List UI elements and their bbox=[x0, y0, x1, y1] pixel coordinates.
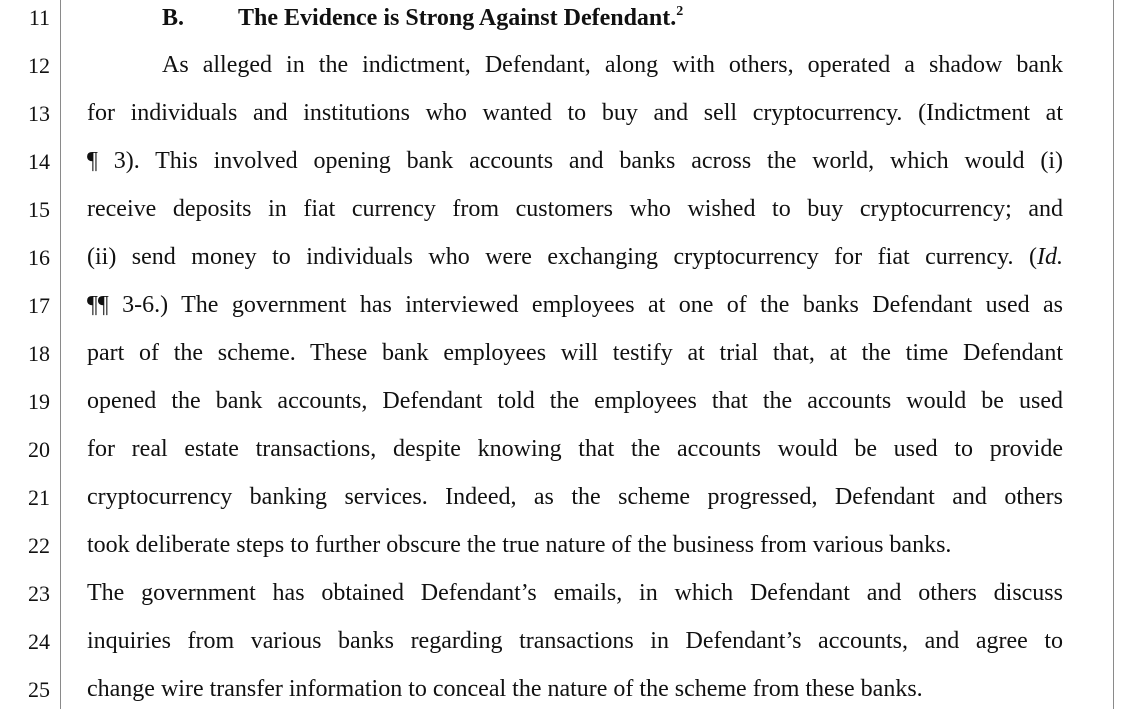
line-number: 11 bbox=[28, 5, 50, 30]
left-margin-rule bbox=[60, 0, 61, 709]
footnote-marker: 2 bbox=[676, 4, 684, 19]
body-text-line: for individuals and institutions who wanted to buy and sell cryptocurrency. (Indictment at bbox=[87, 100, 1063, 126]
body-text-line: ¶ 3). This involved opening bank accounts and banks across the world, which would (i) bbox=[87, 148, 1063, 174]
body-text-line: (ii) send money to individuals who were exchanging cryptocurrency for fiat currency. (Id. bbox=[87, 244, 1063, 270]
body-text-line: for real estate transactions, despite knowing that the accounts would be used to provide bbox=[87, 436, 1063, 462]
body-text-line: change wire transfer information to conceal the nature of the scheme from these banks. bbox=[87, 676, 923, 702]
line-number: 14 bbox=[28, 149, 50, 174]
body-text-line: As alleged in the indictment, Defendant, along with others, operated a shadow bank bbox=[162, 52, 1063, 78]
line-number: 17 bbox=[28, 293, 50, 318]
line-number: 23 bbox=[28, 581, 50, 606]
line-number: 13 bbox=[28, 101, 50, 126]
body-text-line: cryptocurrency banking services. Indeed, as the scheme progressed, Defendant and others bbox=[87, 484, 1063, 510]
body-text-line: receive deposits in fiat currency from customers who wished to buy cryptocurrency; and bbox=[87, 196, 1063, 222]
section-heading bbox=[238, 4, 683, 32]
body-text-line: took deliberate steps to further obscure the true nature of the business from various banks. bbox=[87, 532, 952, 558]
line-number: 25 bbox=[28, 677, 50, 702]
line-number: 22 bbox=[28, 533, 50, 558]
line-number: 18 bbox=[28, 341, 50, 366]
line-number: 24 bbox=[28, 629, 50, 654]
line-number: 16 bbox=[28, 245, 50, 270]
line-number: 19 bbox=[28, 389, 50, 414]
line-number: 21 bbox=[28, 485, 50, 510]
section-heading-text: The Evidence is Strong Against Defendant. bbox=[238, 5, 677, 31]
body-text-line: part of the scheme. These bank employees will testify at trial that, at the time Defendant bbox=[87, 340, 1063, 366]
right-margin-rule bbox=[1113, 0, 1114, 709]
section-letter: B. bbox=[162, 5, 185, 31]
body-text-line: opened the bank accounts, Defendant told the employees that the accounts would be used bbox=[87, 388, 1063, 414]
line-number: 15 bbox=[28, 197, 50, 222]
line-number: 20 bbox=[28, 437, 50, 462]
body-text-line: inquiries from various banks regarding transactions in Defendant’s accounts, and agree to bbox=[87, 628, 1063, 654]
body-text-line: ¶¶ 3-6.) The government has interviewed employees at one of the banks Defendant used as bbox=[87, 292, 1063, 318]
citation-id: Id. bbox=[1037, 244, 1063, 270]
line-number: 12 bbox=[28, 53, 50, 78]
body-text-line: The government has obtained Defendant’s emails, in which Defendant and others discuss bbox=[87, 580, 1063, 606]
